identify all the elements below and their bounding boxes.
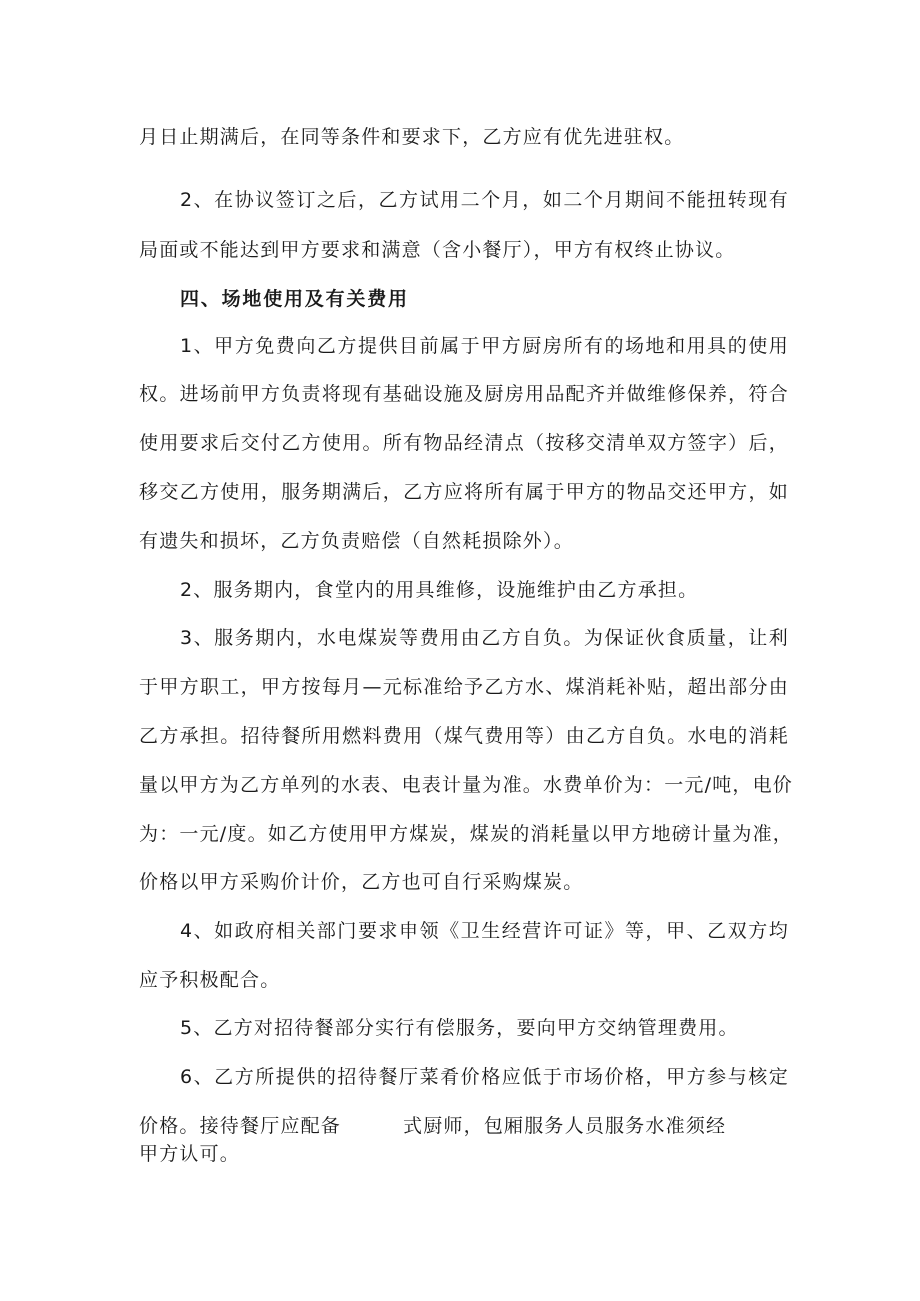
- paragraph-line: 应予积极配合。: [139, 969, 281, 991]
- paragraph-line: 乙方承担。招待餐所用燃料费用（煤气费用等）由乙方自负。水电的消耗: [139, 725, 789, 747]
- paragraph-line: 6、乙方所提供的招待餐厅菜肴价格应低于市场价格，甲方参与核定: [180, 1066, 789, 1088]
- paragraph-fragment: 式厨师，包厢服务人员服务水准须经: [403, 1115, 727, 1137]
- paragraph-line: 2、服务期内，食堂内的用具维修，设施维护由乙方承担。: [180, 579, 699, 601]
- paragraph-line: 1、甲方免费向乙方提供目前属于甲方厨房所有的场地和用具的使用: [180, 335, 789, 357]
- paragraph-line: 权。进场前甲方负责将现有基础设施及厨房用品配齐并做维修保养，符合: [139, 383, 789, 405]
- paragraph-line: 4、如政府相关部门要求申领《卫生经营许可证》等，甲、乙双方均: [180, 920, 789, 942]
- paragraph-line: 甲方认可。: [139, 1143, 241, 1165]
- paragraph-line: 5、乙方对招待餐部分实行有偿服务，要向甲方交纳管理费用。: [180, 1017, 739, 1039]
- paragraph-line: 为：一元/度。如乙方使用甲方煤炭，煤炭的消耗量以甲方地磅计量为准，: [139, 823, 794, 845]
- paragraph-fragment: 价格。接待餐厅应配备: [139, 1115, 342, 1137]
- paragraph-line: [139, 1113, 789, 1139]
- paragraph-line: 量以甲方为乙方单列的水表、电表计量为准。水费单价为：一元/吨，电价: [139, 774, 794, 796]
- paragraph-line: 2、在协议签订之后，乙方试用二个月，如二个月期间不能扭转现有: [180, 189, 789, 211]
- paragraph-line: 使用要求后交付乙方使用。所有物品经清点（按移交清单双方签字）后，: [139, 432, 789, 454]
- paragraph-line: 移交乙方使用，服务期满后，乙方应将所有属于甲方的物品交还甲方，如: [139, 481, 789, 503]
- paragraph-line: 于甲方职工，甲方按每月—元标准给予乙方水、煤消耗补贴，超出部分由: [139, 676, 789, 698]
- paragraph-line: 有遗失和损坏，乙方负责赔偿（自然耗损除外）。: [139, 530, 574, 552]
- paragraph-line: 价格以甲方采购价计价，乙方也可自行采购煤炭。: [139, 871, 584, 893]
- paragraph-line: 3、服务期内，水电煤炭等费用由乙方自负。为保证伙食质量，让利: [180, 627, 789, 649]
- section-heading: 四、场地使用及有关费用: [180, 288, 409, 310]
- paragraph-line: 月日止期满后，在同等条件和要求下，乙方应有优先进驻权。: [139, 126, 685, 148]
- paragraph-line: 局面或不能达到甲方要求和满意（含小餐厅），甲方有权终止协议。: [139, 239, 736, 261]
